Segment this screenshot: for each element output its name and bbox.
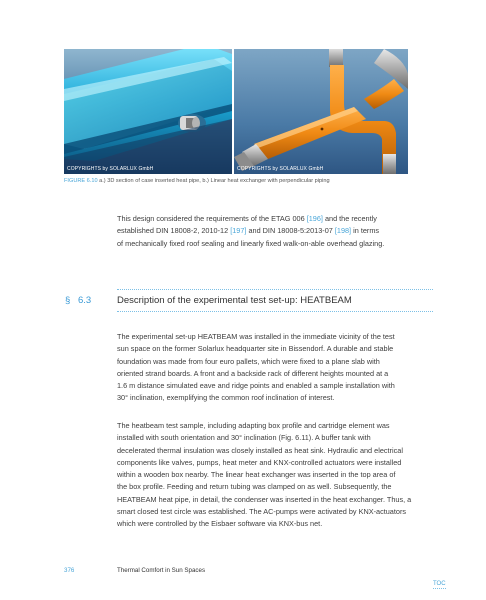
figure-caption-text: a.) 3D section of case inserted heat pipe, b.) Linear heat exchanger with perpendicular piping: [99, 178, 330, 184]
paragraph-heatbeam-sample: [117, 420, 433, 531]
text-line: within a wooden box nearby. The linear heat exchanger was inserted in the top area of: [117, 470, 396, 480]
text-line: [117, 213, 433, 225]
heat-pipe-3d-section-image: [64, 49, 232, 174]
page-number: 376: [64, 567, 75, 574]
text-line: installed with south orientation and 30° inclination (Fig. 6.11). A buffer tank with: [117, 433, 371, 443]
figure-image-b: [234, 49, 408, 174]
section-divider-bottom: [117, 311, 433, 312]
figure-image-a: [64, 49, 232, 174]
text-line: the box profile. Feeding and return tubing was clamped on as well. Subsequently, the: [117, 482, 392, 492]
text-run: of mechanically fixed roof sealing and linearly fixed walk-on-able overhead glazing.: [117, 238, 385, 248]
section-number: 6.3: [78, 295, 92, 306]
text-line: [117, 238, 433, 250]
copyright-note-a: COPYRIGHTS by SOLARLUX GmbH: [67, 166, 154, 172]
citation-reference[interactable]: [197]: [230, 226, 247, 236]
text-line: components like valves, pumps, heat meter and KNX-controlled actuators were installed: [117, 457, 402, 467]
text-line: 30° inclination, exemplifying the common roof inclination of interest.: [117, 393, 335, 403]
citation-reference[interactable]: [198]: [334, 226, 352, 236]
text-line: foundation was made from four euro pallets, which were fixed to a plane slab with: [117, 356, 380, 366]
running-footer-title: Thermal Comfort in Sun Spaces: [117, 567, 206, 574]
copyright-note-b: COPYRIGHTS by SOLARLUX GmbH: [237, 166, 324, 172]
text-run: in terms: [351, 226, 380, 236]
section-title: Description of the experimental test set-up: HEATBEAM: [117, 295, 352, 306]
text-line: decelerated thermal insulation was closely installed as heat sink. Hydraulic and electrical: [117, 445, 403, 455]
figure-label: FIGURE 6.10: [64, 178, 98, 184]
citation-reference[interactable]: [196]: [306, 214, 323, 223]
text-line: The experimental set-up HEATBEAM was installed in the immediate vicinity of the test: [117, 332, 395, 341]
paragraph-setup: [117, 331, 433, 405]
text-line: oriented strand boards. A front and a backside rack of different heights mounted at a: [117, 368, 389, 378]
paragraph-requirements: [117, 213, 433, 250]
text-run: established DIN 18008-2, 2010-12: [117, 226, 231, 236]
text-line: 1.6 m distance simulated eave and ridge points and enabled a sample installation with: [117, 381, 395, 391]
text-line: [117, 225, 433, 237]
text-line: sun space on the former Solarlux headquarter site in Bissendorf. A durable and stable: [117, 344, 394, 354]
text-run: and DIN 18008-5:2013-07: [246, 226, 335, 236]
text-line: The heatbeam test sample, including adapting box profile and cartridge element was: [117, 421, 390, 430]
toc-link[interactable]: TOC: [433, 581, 446, 587]
text-run: and the recently: [322, 214, 377, 223]
heat-exchanger-piping-image: [234, 49, 408, 174]
figure-caption: [64, 178, 444, 184]
section-divider-top: [117, 289, 433, 290]
text-run: This design considered the requirements of the ETAG 006: [117, 214, 307, 223]
section-symbol: §: [65, 295, 71, 306]
text-line: smart closed test circle was established. The AC-pumps were activated by KNX-actuators: [117, 507, 407, 517]
text-line: HEATBEAM heat pipe, in detail, the condenser was inserted in the heat exchanger. Thus, a: [117, 494, 412, 504]
text-line: which were controlled by the Eisbaer software via KNX-bus net.: [117, 519, 323, 529]
